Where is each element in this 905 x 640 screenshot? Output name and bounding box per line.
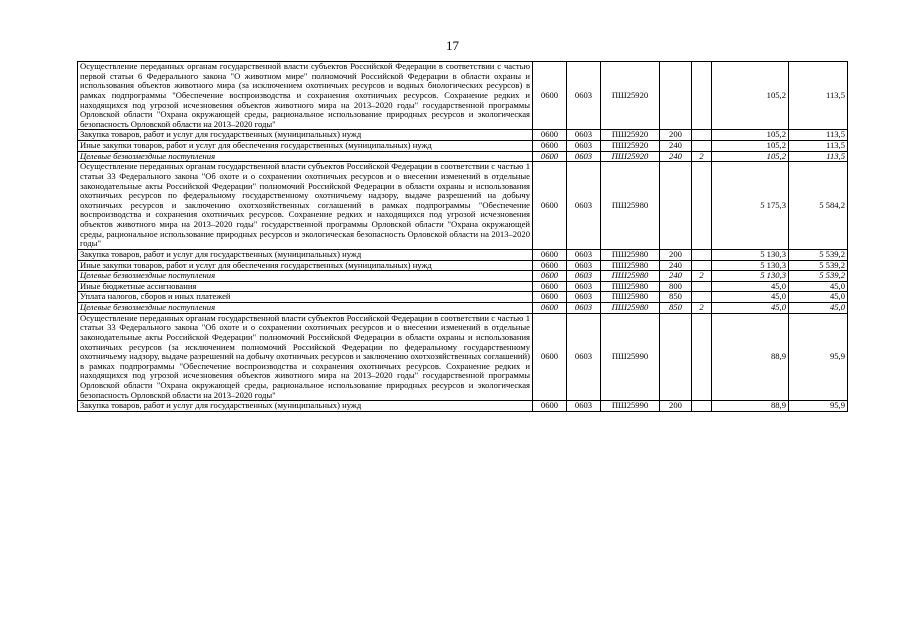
row-name: Целевые безвозмездные поступления (78, 303, 533, 314)
budget-table (77, 61, 848, 412)
target-article-code: ПШ25980 (601, 249, 660, 260)
target-article-code: ПШ25920 (601, 62, 660, 130)
expense-type-code (660, 313, 692, 401)
amount-year-2: 95,9 (789, 401, 848, 412)
source-code (692, 313, 712, 401)
amount-year-1: 105,2 (712, 141, 789, 152)
amount-year-1: 45,0 (712, 281, 789, 292)
section-code: 0603 (567, 162, 601, 250)
section-code: 0603 (567, 271, 601, 282)
ministry-code: 0600 (533, 303, 567, 314)
expense-type-code: 200 (660, 130, 692, 141)
expense-type-code: 200 (660, 249, 692, 260)
row-name: Закупка товаров, работ и услуг для государственных (муниципальных) нужд (78, 249, 533, 260)
amount-year-2: 45,0 (789, 292, 848, 303)
table-row (78, 401, 848, 412)
ministry-code: 0600 (533, 151, 567, 162)
ministry-code: 0600 (533, 141, 567, 152)
ministry-code: 0600 (533, 249, 567, 260)
amount-year-2: 113,5 (789, 141, 848, 152)
ministry-code: 0600 (533, 292, 567, 303)
table-row (78, 151, 848, 162)
ministry-code: 0600 (533, 281, 567, 292)
expense-type-code (660, 62, 692, 130)
target-article-code: ПШ25920 (601, 130, 660, 141)
source-code (692, 281, 712, 292)
table-row (78, 303, 848, 314)
target-article-code: ПШ25990 (601, 401, 660, 412)
amount-year-2: 5 584,2 (789, 162, 848, 250)
target-article-code: ПШ25980 (601, 271, 660, 282)
section-code: 0603 (567, 281, 601, 292)
table-row (78, 260, 848, 271)
source-code (692, 141, 712, 152)
section-code: 0603 (567, 151, 601, 162)
section-code: 0603 (567, 141, 601, 152)
source-code (692, 162, 712, 250)
amount-year-2: 113,5 (789, 62, 848, 130)
expense-type-code: 240 (660, 260, 692, 271)
table-row (78, 130, 848, 141)
expense-type-code: 240 (660, 141, 692, 152)
ministry-code: 0600 (533, 162, 567, 250)
amount-year-1: 105,2 (712, 151, 789, 162)
budget-table-body (78, 62, 848, 412)
row-name: Иные закупки товаров, работ и услуг для обеспечения государственных (муниципальных) нужд (78, 260, 533, 271)
section-code: 0603 (567, 303, 601, 314)
section-code: 0603 (567, 249, 601, 260)
source-code (692, 292, 712, 303)
amount-year-1: 88,9 (712, 313, 789, 401)
table-row (78, 62, 848, 130)
amount-year-2: 45,0 (789, 303, 848, 314)
table-row (78, 141, 848, 152)
amount-year-2: 45,0 (789, 281, 848, 292)
source-code (692, 260, 712, 271)
target-article-code: ПШ25920 (601, 151, 660, 162)
row-name: Уплата налогов, сборов и иных платежей (78, 292, 533, 303)
source-code: 2 (692, 151, 712, 162)
amount-year-2: 113,5 (789, 130, 848, 141)
table-row (78, 292, 848, 303)
amount-year-2: 5 539,2 (789, 271, 848, 282)
amount-year-1: 88,9 (712, 401, 789, 412)
amount-year-1: 105,2 (712, 62, 789, 130)
target-article-code: ПШ25980 (601, 281, 660, 292)
ministry-code: 0600 (533, 271, 567, 282)
row-name: Целевые безвозмездные поступления (78, 271, 533, 282)
table-row (78, 271, 848, 282)
section-code: 0603 (567, 130, 601, 141)
target-article-code: ПШ25980 (601, 162, 660, 250)
row-name: Иные закупки товаров, работ и услуг для обеспечения государственных (муниципальных) нужд (78, 141, 533, 152)
ministry-code: 0600 (533, 401, 567, 412)
amount-year-1: 5 175,3 (712, 162, 789, 250)
amount-year-1: 5 130,3 (712, 271, 789, 282)
row-name: Осуществление переданных органам государственной власти субъектов Российской Федерации в соответствии с частью 1 статьи 33 Федерального закона "Об охоте и о сохранении охотничьих ресурсов и о внесении изменений в отдельные законодательные акты Российской Федерации" полномочий Российской Федерации в области охраны и использования охотничьих ресурсов (за исключением полномочий Российской Федерации по федеральному государственному охотничьему надзору, выдаче разрешений на добычу охотничьих ресурсов и заключению охотхозяйственных соглашений) в рамках подпрограммы "Обеспечение воспроизводства и сохранения охотничьих ресурсов. Сохранение редких и находящихся под угрозой исчезновения объектов животного мира на 2013–2020 годы" государственной программы Орловской области "Охрана окружающей среды, рациональное использование природных ресурсов и экологическая безопасность Орловской области на 2013–2020 годы" (78, 313, 533, 401)
expense-type-code: 850 (660, 292, 692, 303)
table-row (78, 162, 848, 250)
table-row (78, 249, 848, 260)
expense-type-code: 200 (660, 401, 692, 412)
row-name: Целевые безвозмездные поступления (78, 151, 533, 162)
source-code: 2 (692, 271, 712, 282)
row-name: Иные бюджетные ассигнования (78, 281, 533, 292)
amount-year-1: 105,2 (712, 130, 789, 141)
table-row (78, 313, 848, 401)
amount-year-2: 113,5 (789, 151, 848, 162)
row-name: Закупка товаров, работ и услуг для государственных (муниципальных) нужд (78, 130, 533, 141)
row-name: Осуществление переданных органам государственной власти субъектов Российской Федерации в соответствии с частью 1 статьи 33 Федерального закона "Об охоте и о сохранении охотничьих ресурсов и о внесении изменений в отдельные законодательные акты Российской Федерации" полномочий Российской Федерации в области охраны и использования охотничьих ресурсов по федеральному государственному охотничьему надзору, выдаче разрешений на добычу охотничьих ресурсов и заключению охотхозяйственных соглашений в рамках подпрограммы "Обеспечение воспроизводства и сохранения охотничьих ресурсов. Сохранение редких и находящихся под угрозой исчезновения объектов животного мира на 2013–2020 годы" государственной программы Орловской области "Охрана окружающей среды, рациональное использование природных ресурсов и экологическая безопасность Орловской области на 2013–2020 годы" (78, 162, 533, 250)
amount-year-2: 5 539,2 (789, 249, 848, 260)
expense-type-code: 850 (660, 303, 692, 314)
section-code: 0603 (567, 292, 601, 303)
expense-type-code (660, 162, 692, 250)
ministry-code: 0600 (533, 313, 567, 401)
section-code: 0603 (567, 62, 601, 130)
expense-type-code: 240 (660, 151, 692, 162)
source-code (692, 249, 712, 260)
target-article-code: ПШ25980 (601, 292, 660, 303)
ministry-code: 0600 (533, 62, 567, 130)
target-article-code: ПШ25980 (601, 260, 660, 271)
section-code: 0603 (567, 313, 601, 401)
expense-type-code: 800 (660, 281, 692, 292)
section-code: 0603 (567, 401, 601, 412)
source-code (692, 62, 712, 130)
source-code: 2 (692, 303, 712, 314)
amount-year-1: 45,0 (712, 303, 789, 314)
row-name: Закупка товаров, работ и услуг для государственных (муниципальных) нужд (78, 401, 533, 412)
amount-year-1: 5 130,3 (712, 260, 789, 271)
amount-year-2: 5 539,2 (789, 260, 848, 271)
source-code (692, 401, 712, 412)
row-name: Осуществление переданных органам государственной власти субъектов Российской Федерации в соответствии с частью первой статьи 6 Федерального закона "О животном мире" полномочий Российской Федерации в области охраны и использования объектов животного мира (за исключением охотничьих ресурсов и водных биологических ресурсов) в рамках подпрограммы "Обеспечение воспроизводства и сохранения охотничьих ресурсов. Сохранение редких и находящихся под угрозой исчезновения объектов животного мира на 2013–2020 годы" государственной программы Орловской области "Охрана окружающей среды, рациональное использование природных ресурсов и экологическая безопасность Орловской области на 2013–2020 годы" (78, 62, 533, 130)
page-number: 17 (446, 38, 459, 53)
amount-year-1: 45,0 (712, 292, 789, 303)
target-article-code: ПШ25920 (601, 141, 660, 152)
ministry-code: 0600 (533, 260, 567, 271)
target-article-code: ПШ25980 (601, 303, 660, 314)
table-row (78, 281, 848, 292)
target-article-code: ПШ25990 (601, 313, 660, 401)
amount-year-1: 5 130,3 (712, 249, 789, 260)
expense-type-code: 240 (660, 271, 692, 282)
section-code: 0603 (567, 260, 601, 271)
source-code (692, 130, 712, 141)
amount-year-2: 95,9 (789, 313, 848, 401)
ministry-code: 0600 (533, 130, 567, 141)
